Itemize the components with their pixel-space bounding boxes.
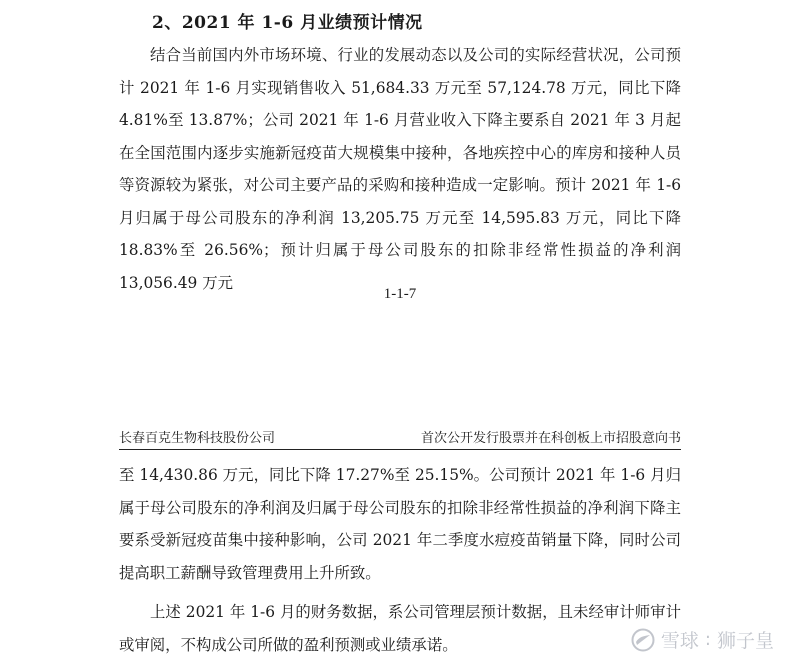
- watermark-site-name: 雪球: [660, 630, 699, 652]
- watermark-separator: :: [704, 629, 711, 650]
- watermark-author: 狮子皇: [716, 630, 774, 652]
- section-heading: 2、2021 年 1-6 月业绩预计情况: [152, 13, 423, 33]
- header-document-title: 首次公开发行股票并在科创板上市招股意向书: [420, 431, 681, 446]
- running-header: [119, 427, 681, 446]
- paragraph-forecast-profit: 至 14,430.86 万元，同比下降 17.27%至 25.15%。公司预计 2021 年 1-6 月归属于母公司股东的净利润及归属于母公司股东的扣除非经常性损益的净利润下降主要系受新冠疫苗集中接种影响，公司 2021 年二季度水痘疫苗销量下降，同时公司提高职工薪酬导致管理费用上升所致。: [119, 466, 681, 582]
- paragraph-disclaimer: 上述 2021 年 1-6 月的财务数据，系公司管理层预计数据，且未经审计师审计或审阅，不构成公司所做的盈利预测或业绩承诺。: [119, 603, 681, 654]
- xueqiu-snowball-logo-icon: [631, 628, 655, 652]
- header-company-name: 长春百克生物科技股份公司: [119, 431, 276, 446]
- header-divider: [119, 449, 681, 450]
- paragraph-forecast-revenue: 结合当前国内外市场环境、行业的发展动态以及公司的实际经营状况，公司预计 2021 年 1-6 月实现销售收入 51,684.33 万元至 57,124.78 万元，同比下降 4.81%至 13.87%；公司 2021 年 1-6 月营业收入下降主要系自 2021 年 3 月起在全国范围内逐步实施新冠疫苗大规模集中接种，各地疾控中心的库房和接种人员等资源较为紧张，对公司主要产品的采购和接种造成一定影响。预计 2021 年 1-6 月归属于母公司股东的净利润 13,205.75 万元至 14,595.83 万元，同比下降 18.83%至 26.56%；预计归属于母公司股东的扣除非经常性损益的净利润 13,056.49 万元: [119, 46, 681, 292]
- watermark: [631, 626, 774, 653]
- page-number: 1-1-7: [383, 286, 417, 302]
